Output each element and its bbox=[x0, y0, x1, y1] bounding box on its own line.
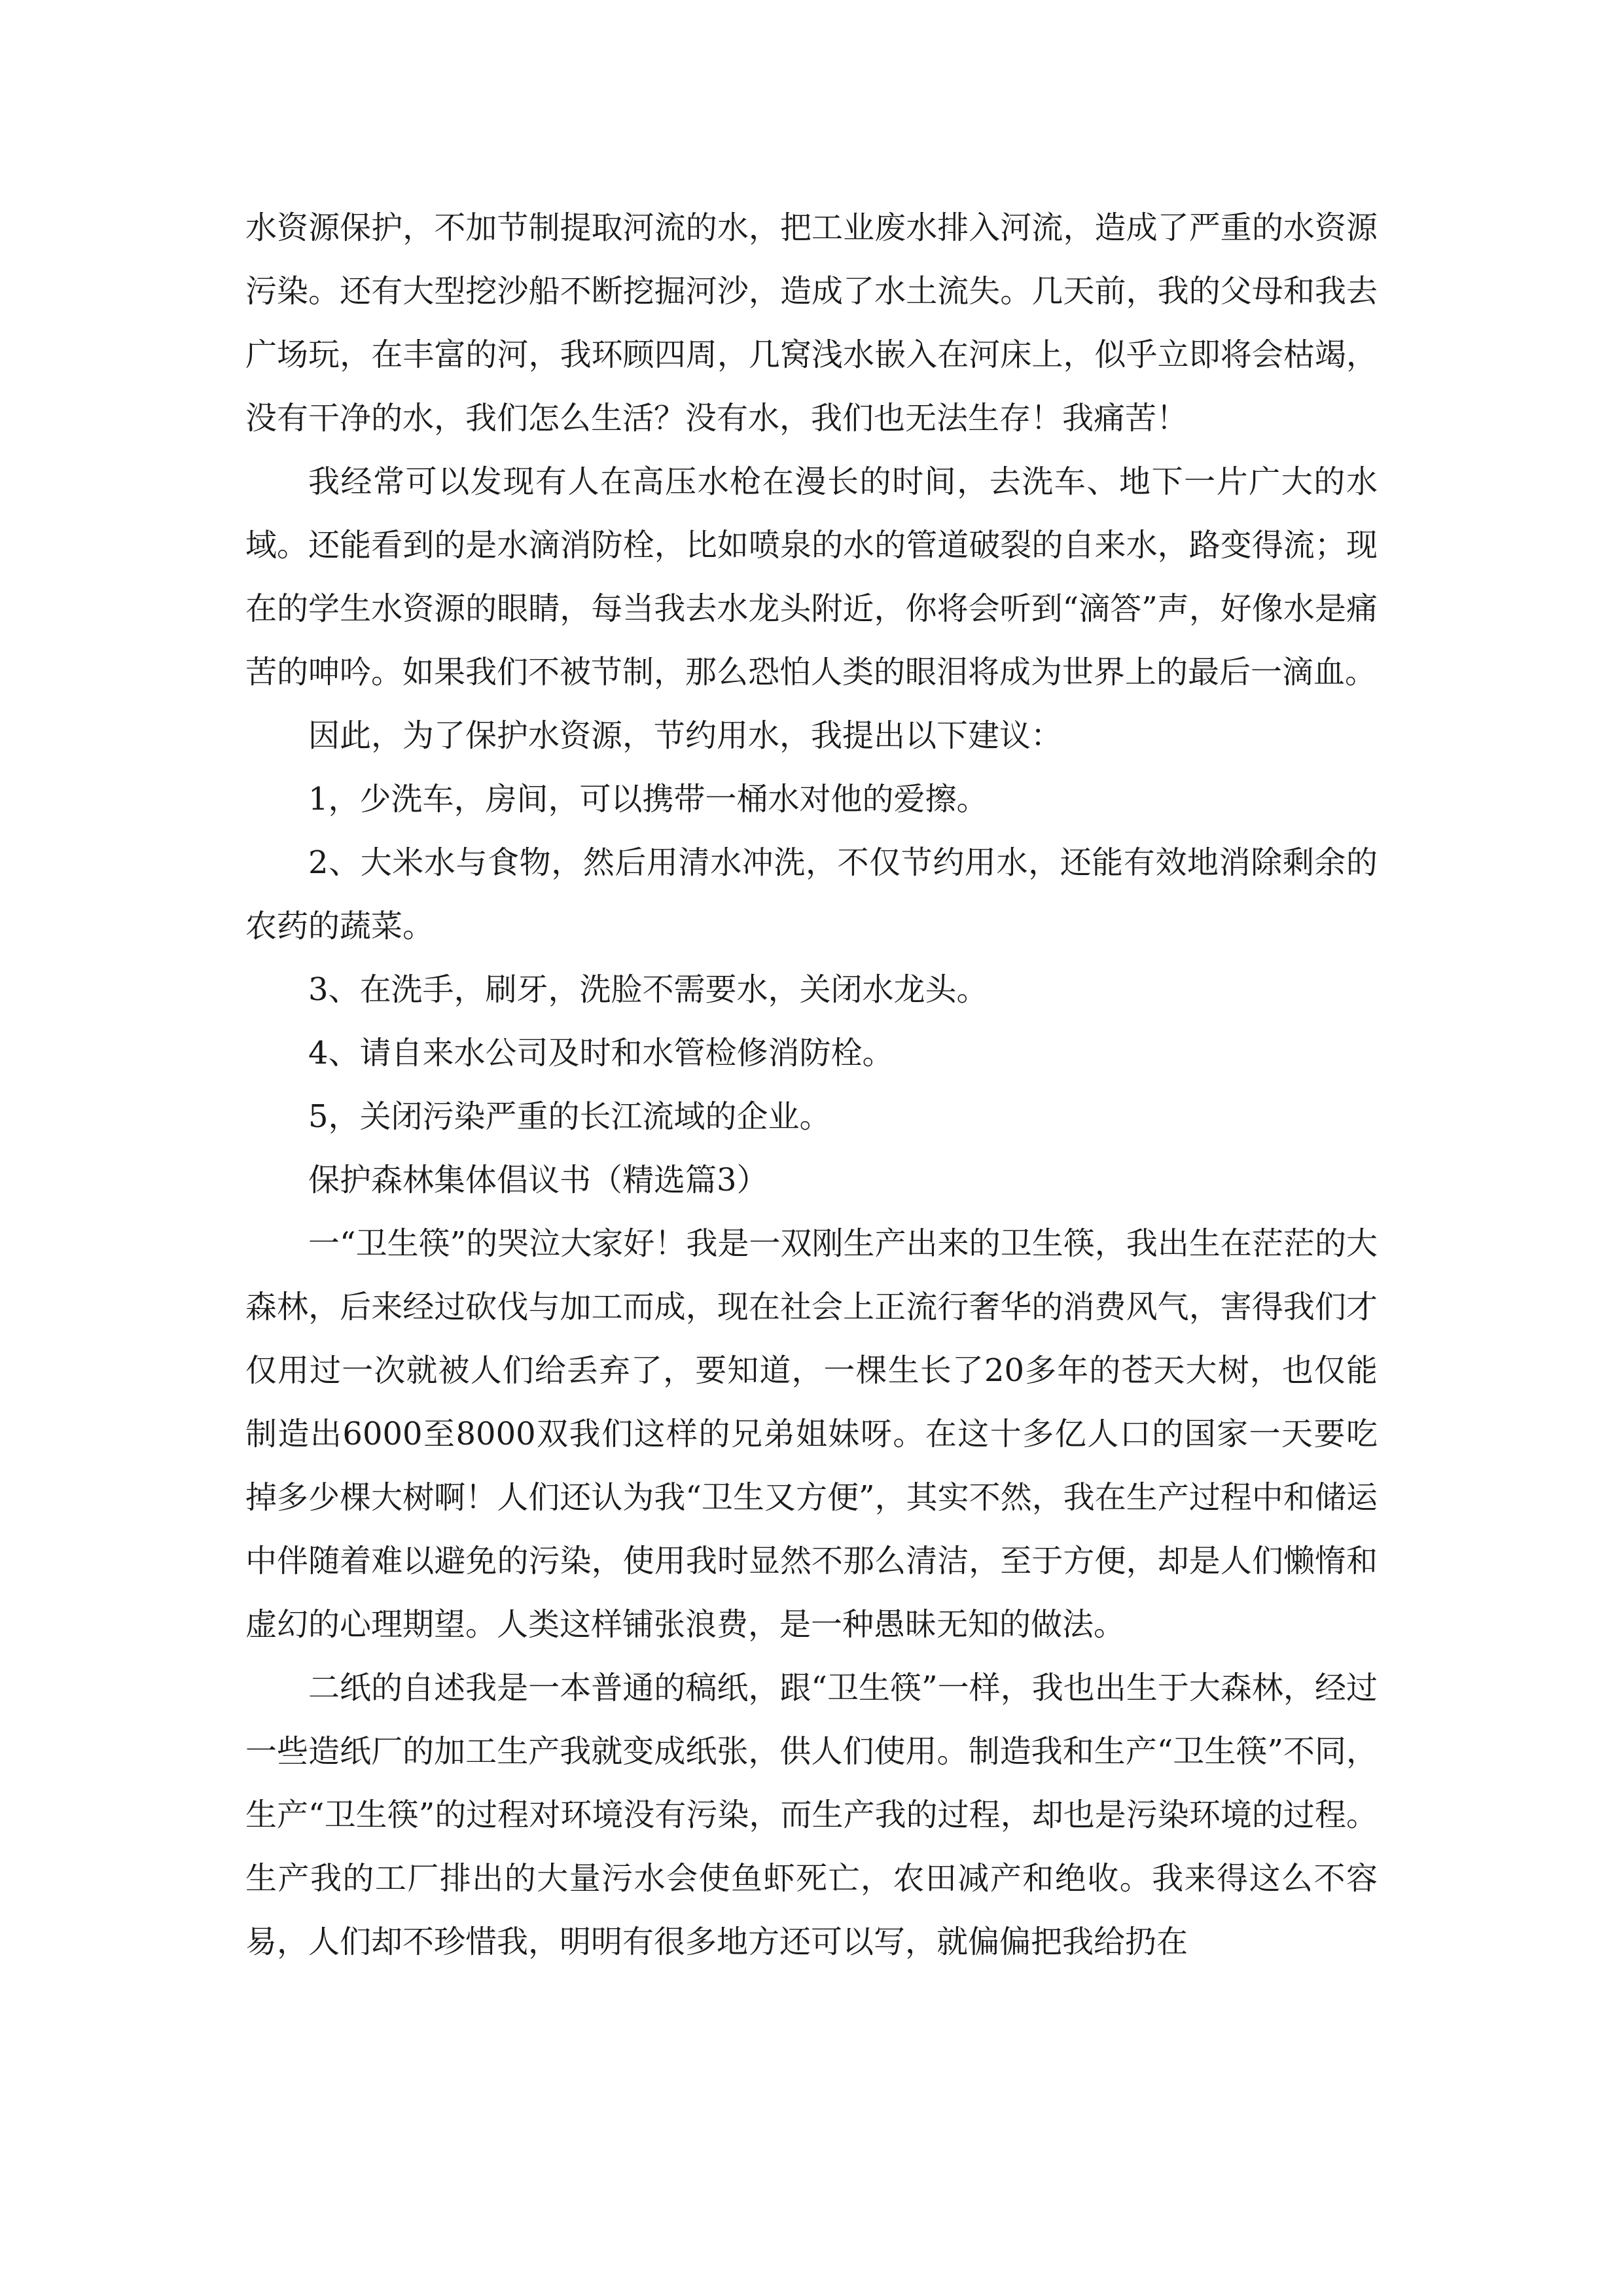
suggestion-item-4: 4、请自来水公司及时和水管检修消防栓。 bbox=[308, 1035, 894, 1071]
suggestion-item-2: 2、大米水与食物，然后用清水冲洗，不仅节约用水，还能有效地消除剩余的农药的蔬菜。 bbox=[245, 844, 1378, 944]
paragraph-water-protection: 水资源保护，不加节制提取河流的水，把工业废水排入河流，造成了严重的水资源污染。还有大型挖沙船不断挖掘河沙，造成了水土流失。几天前，我的父母和我去广场玩，在丰富的河，我环顾四周，几窝浅水嵌入在河床上，似乎立即将会枯竭，没有干净的水，我们怎么生活？没有水，我们也无法生存！我痛苦！ bbox=[245, 209, 1378, 437]
paragraph-suggestions-intro: 因此，为了保护水资源，节约用水，我提出以下建议： bbox=[308, 717, 1063, 754]
suggestion-item-5: 5，关闭污染严重的长江流域的企业。 bbox=[308, 1098, 831, 1135]
paragraph-water-waste: 我经常可以发现有人在高压水枪在漫长的时间，去洗车、地下一片广大的水域。还能看到的是水滴消防栓，比如喷泉的水的管道破裂的自来水，路变得流；现在的学生水资源的眼睛，每当我去水龙头附近，你将会听到“滴答”声，好像水是痛苦的呻吟。如果我们不被节制，那么恐怕人类的眼泪将成为世界上的最后一滴血。 bbox=[245, 463, 1378, 691]
paragraph-chopsticks: 一“卫生筷”的哭泣大家好！我是一双刚生产出来的卫生筷，我出生在茫茫的大森林，后来经过砍伐与加工而成，现在社会上正流行奢华的消费风气，害得我们才仅用过一次就被人们给丢弃了，要知道，一棵生长了20多年的苍天大树，也仅能制造出6000至8000双我们这样的兄弟姐妹呀。在这十多亿人口的国家一天要吃掉多少棵大树啊！人们还认为我“卫生又方便”，其实不然，我在生产过程中和储运中伴随着难以避免的污染，使用我时显然不那么清洁，至于方便，却是人们懒惰和虚幻的心理期望。人类这样铺张浪费，是一种愚昧无知的做法。 bbox=[245, 1225, 1378, 1643]
document-body bbox=[245, 196, 1378, 1974]
suggestion-item-3: 3、在洗手，刷牙，洗脸不需要水，关闭水龙头。 bbox=[308, 971, 988, 1008]
section-heading: 保护森林集体倡议书（精选篇3） bbox=[308, 1162, 768, 1198]
paragraph-paper: 二纸的自述我是一本普通的稿纸，跟“卫生筷”一样，我也出生于大森林，经过一些造纸厂的加工生产我就变成纸张，供人们使用。制造我和生产“卫生筷”不同，生产“卫生筷”的过程对环境没有污染，而生产我的过程，却也是污染环境的过程。生产我的工厂排出的大量污水会使鱼虾死亡，农田减产和绝收。我来得这么不容易，人们却不珍惜我，明明有很多地方还可以写，就偏偏把我给扔在 bbox=[245, 1670, 1378, 1960]
suggestion-item-1: 1，少洗车，房间，可以携带一桶水对他的爱擦。 bbox=[308, 781, 988, 817]
